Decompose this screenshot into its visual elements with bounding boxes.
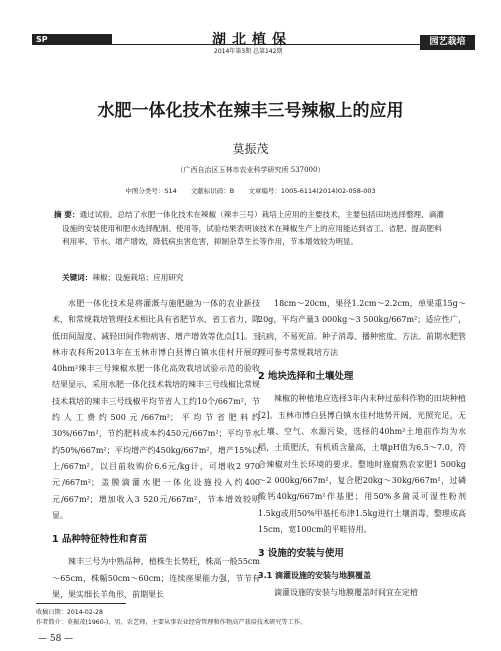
section-heading-3: 3 设施的安装与使用 [258, 548, 344, 560]
received-date: 收稿日期：2014-02-28 [36, 609, 103, 616]
body-paragraph: 辣丰三号为中熟品种，植株生长势旺，株高一般55cm～65cm，株幅50cm～60cm；连续座果能力强，节节有果，果实细长羊角形，前期果长 [52, 557, 260, 600]
body-paragraph: 辣椒的种植地应选择3年内未种过茄科作物的田块种植[2]。玉林市博白县博白镇水佳村地势开阔，光照充足，无土壤、空气、水源污染，选择的40hm²土地前作均为水稻，土质肥沃，有机质含量高，土壤pH值为6.5～7.0，符合辣椒对生长环境的要求。整地时施腐熟农家肥1 500kg～2 000kg/667m²，复合肥20kg～30kg/667m²，过磷酸钙40kg/667m²作基肥；用50%多菌灵可湿性粉剂1.5kg或用50%甲基托布津1.5kg进行土壤消毒，整理成高15cm，宽100cm的平畦待用。 [258, 394, 466, 534]
column-tag: 园艺栽培 [420, 35, 475, 50]
subsection-heading-3-1: 3.1 滴灌设施的安装与地膜覆盖 [258, 571, 371, 581]
section-heading-2: 2 地块选择和土壤处理 [258, 371, 354, 383]
affiliation: （广西自治区玉林市农业科学研究所 537000） [176, 166, 325, 174]
clc-number: 中图分类号：S14 [125, 187, 177, 195]
footnote-rule [36, 603, 126, 604]
author: 莫振茂 [232, 142, 269, 156]
abstract-label: 摘 要： [54, 210, 80, 219]
keywords-text: 辣椒；设施栽培；应用研究 [92, 273, 184, 282]
body-column-right [258, 296, 466, 601]
abstract-text: 通过试验，总结了水肥一体化技术在辣椒（辣丰三号）栽培上应用的主要技术，主要包括田块选择整理、滴灌设施的安装使用和肥水选择配制、使用等，试验结果表明该技术在辣椒生产上的应用能达到省工、省肥、提高肥料利用率、节水、增产增效，降低病虫害危害，抑制杂草生长等作用，节本增效较为明显。 [62, 210, 444, 247]
body-column-left [52, 296, 260, 603]
page-number: — 58 — [38, 634, 74, 644]
author-intro: 作者简介：莫振茂(1960-)，男，农艺师，主要从事农业经营管理和作物高产栽培技术研究等工作。 [36, 619, 307, 626]
paper-title: 水肥一体化技术在辣丰三号辣椒上的应用 [97, 101, 404, 121]
body-paragraph: 18cm～20cm，果径1.2cm～2.2cm，单果重15g～20g，平均产量3 000kg～3 500kg/667m²；适应性广，抗病，不易死苗。种子消毒、播种密度、方法、前期水肥管理可参考常规栽培方法 [258, 299, 466, 357]
doc-code: 文献标识码：B [190, 187, 235, 195]
keywords-label: 关键词： [62, 273, 93, 282]
classification-meta [0, 186, 501, 195]
journal-name: 湖北植保 [212, 32, 292, 48]
article-number: 文章编号：1005-6114(2014)02-058-003 [248, 187, 376, 195]
section-heading-1: 1 品种特征特性和育苗 [52, 534, 148, 546]
issue-info: 2014年第3期 总第142期 [214, 48, 283, 55]
body-paragraph: 水肥一体化技术是将灌溉与施肥融为一体的农业新技术，和常规栽培管理技术相比具有省肥节水、省工省力、降低田间湿度、减轻田间作物病害、增产增效等优点[1]。玉林市农科所2013年在玉林市博白县博白镇水佳村开展的40hm²辣丰三号辣椒水肥一体化高效栽培试验示范的验收结果显示，采用水肥一体化技术栽培的辣丰三号线椒比常规技术栽培的辣丰三号线椒平均节省人工约10个/667m²，节约人工费约500元/667m²；平均节省肥料约30%/667m²，节约肥料成本约450元/667m²；平均节水约50%/667m²；平均增产约450kg/667m²，增产15%以上/667m²，以目前收购价6.6元/kg计，可增收2 970元/667m²；盖膜滴灌水肥一体化设施投入约400元/667m²；增加收入3 520元/667m²，节本增效较明显。 [52, 299, 260, 520]
section-tag: SP [32, 34, 112, 45]
body-paragraph: 滴灌设施的安装与地膜覆盖时间宜在定植 [274, 587, 418, 597]
keywords [62, 272, 184, 283]
abstract [54, 208, 448, 249]
